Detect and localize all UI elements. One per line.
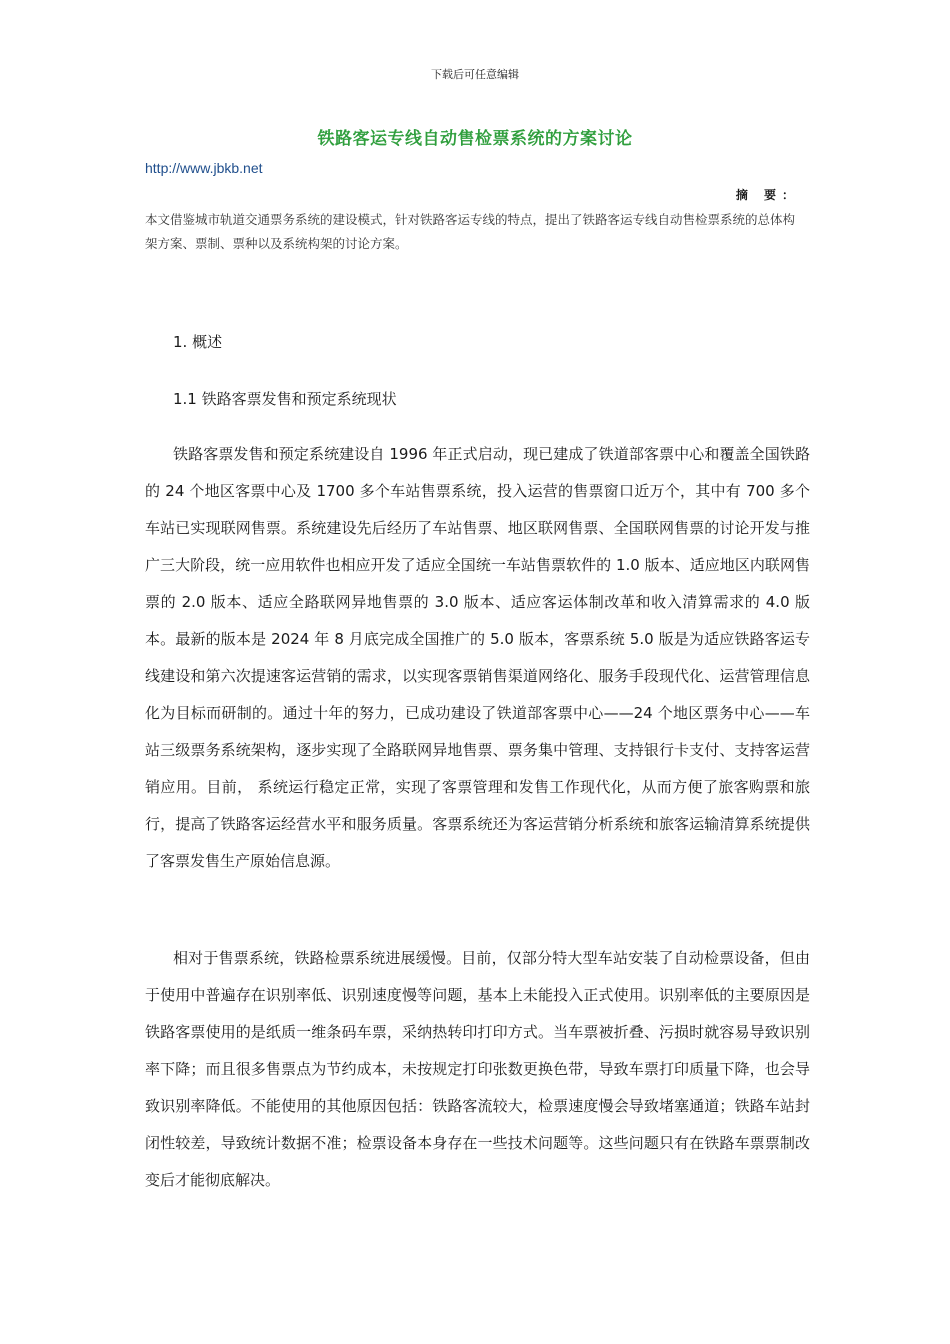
section-heading-overview: 1. 概述 [173, 333, 223, 351]
abstract-label: 摘 要： [735, 188, 800, 202]
source-link[interactable]: http://www.jbkb.net [145, 160, 263, 176]
header-note: 下载后可任意编辑 [431, 68, 519, 81]
page-title: 铁路客运专线自动售检票系统的方案讨论 [317, 129, 633, 149]
subsection-heading-status: 1.1 铁路客票发售和预定系统现状 [173, 390, 397, 408]
abstract-text: 本文借鉴城市轨道交通票务系统的建设模式，针对铁路客运专线的特点，提出了铁路客运专线自动售检票系统的总体构架方案、票制、票种以及系统构架的讨论方案。 [145, 212, 796, 251]
body-paragraph-1: 铁路客票发售和预定系统建设自 1996 年正式启动，现已建成了铁道部客票中心和覆盖全国铁路的 24 个地区客票中心及 1700 多个车站售票系统，投入运营的售票窗口近万个，其中有 700 多个车站已实现联网售票。系统建设先后经历了车站售票、地区联网售票、全国联网售票的讨论开发与推广三大阶段，统一应用软件也相应开发了适应全国统一车站售票软件的 1.0 版本、适应地区内联网售票的 2.0 版本、适应全路联网异地售票的 3.0 版本、适应客运体制改革和收入清算需求的 4.0 版本。最新的版本是 2024 年 8 月底完成全国推广的 5.0 版本，客票系统 5.0 版是为适应铁路客运专线建设和第六次提速客运营销的需求，以实现客票销售渠道网络化、服务手段现代化、运营管理信息化为目标而研制的。通过十年的努力，已成功建设了铁道部客票中心——24 个地区票务中心——车站三级票务系统架构，逐步实现了全路联网异地售票、票务集中管理、支持银行卡支付、支持客运营销应用。目前， 系统运行稳定正常，实现了客票管理和发售工作现代化，从而方便了旅客购票和旅行，提高了铁路客运经营水平和服务质量。客票系统还为客运营销分析系统和旅客运输清算系统提供了客票发售生产原始信息源。 [145, 445, 810, 870]
body-paragraph-2: 相对于售票系统，铁路检票系统进展缓慢。目前，仅部分特大型车站安装了自动检票设备，但由于使用中普遍存在识别率低、识别速度慢等问题，基本上未能投入正式使用。识别率低的主要原因是铁路客票使用的是纸质一维条码车票，采纳热转印打印方式。当车票被折叠、污损时就容易导致识别率下降；而且很多售票点为节约成本，未按规定打印张数更换色带，导致车票打印质量下降，也会导致识别率降低。不能使用的其他原因包括：铁路客流较大，检票速度慢会导致堵塞通道；铁路车站封闭性较差，导致统计数据不准；检票设备本身存在一些技术问题等。这些问题只有在铁路车票票制改变后才能彻底解决。 [145, 949, 810, 1189]
